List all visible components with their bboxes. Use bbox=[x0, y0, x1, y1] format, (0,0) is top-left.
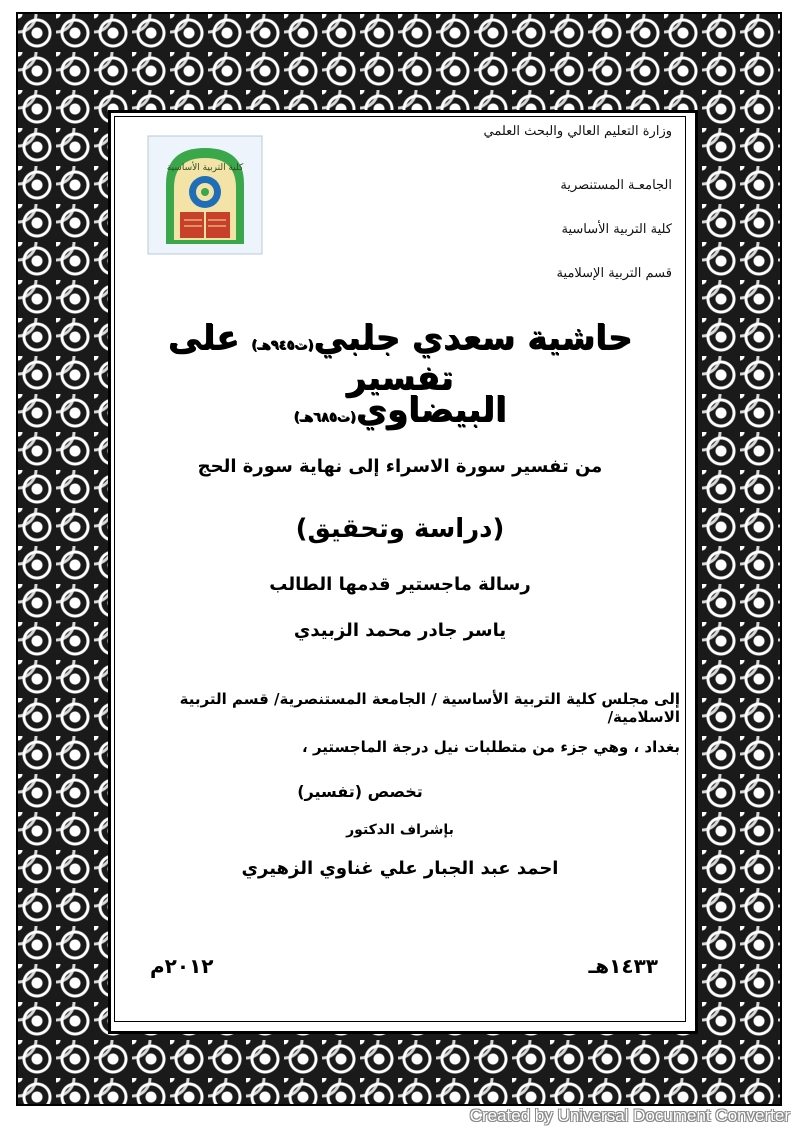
thesis-submitted: رسالة ماجستير قدمها الطالب bbox=[269, 574, 531, 595]
supervisor-name: احمد عبد الجبار علي غناوي الزهيري bbox=[241, 858, 559, 879]
title-line-1 bbox=[120, 318, 680, 398]
college-seal-icon bbox=[146, 134, 264, 256]
university-name: الجامعـة المستنصرية bbox=[560, 178, 672, 193]
title-date-2: (ت٦٨٥هـ) bbox=[293, 410, 356, 425]
title-second: البيضاوي bbox=[355, 390, 507, 430]
title-main: حاشية سعدي جلبي bbox=[313, 318, 633, 358]
thesis-paragraph-line-1: إلى مجلس كلية التربية الأساسية / الجامعة المستنصرية/ قسم التربية الاسلامية/ bbox=[179, 690, 680, 726]
study-type: (دراسة وتحقيق) bbox=[295, 514, 505, 544]
title-date-1: (ت٩٤٥هـ) bbox=[251, 338, 314, 353]
converter-watermark: Created by Universal Document Converter bbox=[469, 1106, 790, 1125]
title-line-2 bbox=[120, 390, 680, 430]
gregorian-date: ٢٠١٢م bbox=[150, 954, 214, 978]
specialization: تخصص (تفسير) bbox=[297, 782, 423, 801]
subtitle: من تفسير سورة الاسراء إلى نهاية سورة الحج bbox=[197, 456, 603, 477]
ministry-name: وزارة التعليم العالي والبحث العلمي bbox=[483, 124, 672, 139]
student-name: ياسر جادر محمد الزبيدي bbox=[293, 620, 507, 641]
thesis-paragraph-line-2: بغداد ، وهي جزء من متطلبات نيل درجة الماجستير ، bbox=[302, 738, 680, 756]
title-end: على تفسير bbox=[167, 318, 454, 398]
department-name: قسم التربية الإسلامية bbox=[556, 266, 672, 281]
logo-text: كلية التربية الأساسية bbox=[166, 163, 244, 173]
supervision-label: بإشراف الدكتور bbox=[346, 822, 454, 838]
college-name: كلية التربية الأساسية bbox=[561, 222, 672, 237]
college-logo bbox=[146, 134, 264, 256]
hijri-date: ١٤٣٣هـ bbox=[588, 954, 658, 978]
